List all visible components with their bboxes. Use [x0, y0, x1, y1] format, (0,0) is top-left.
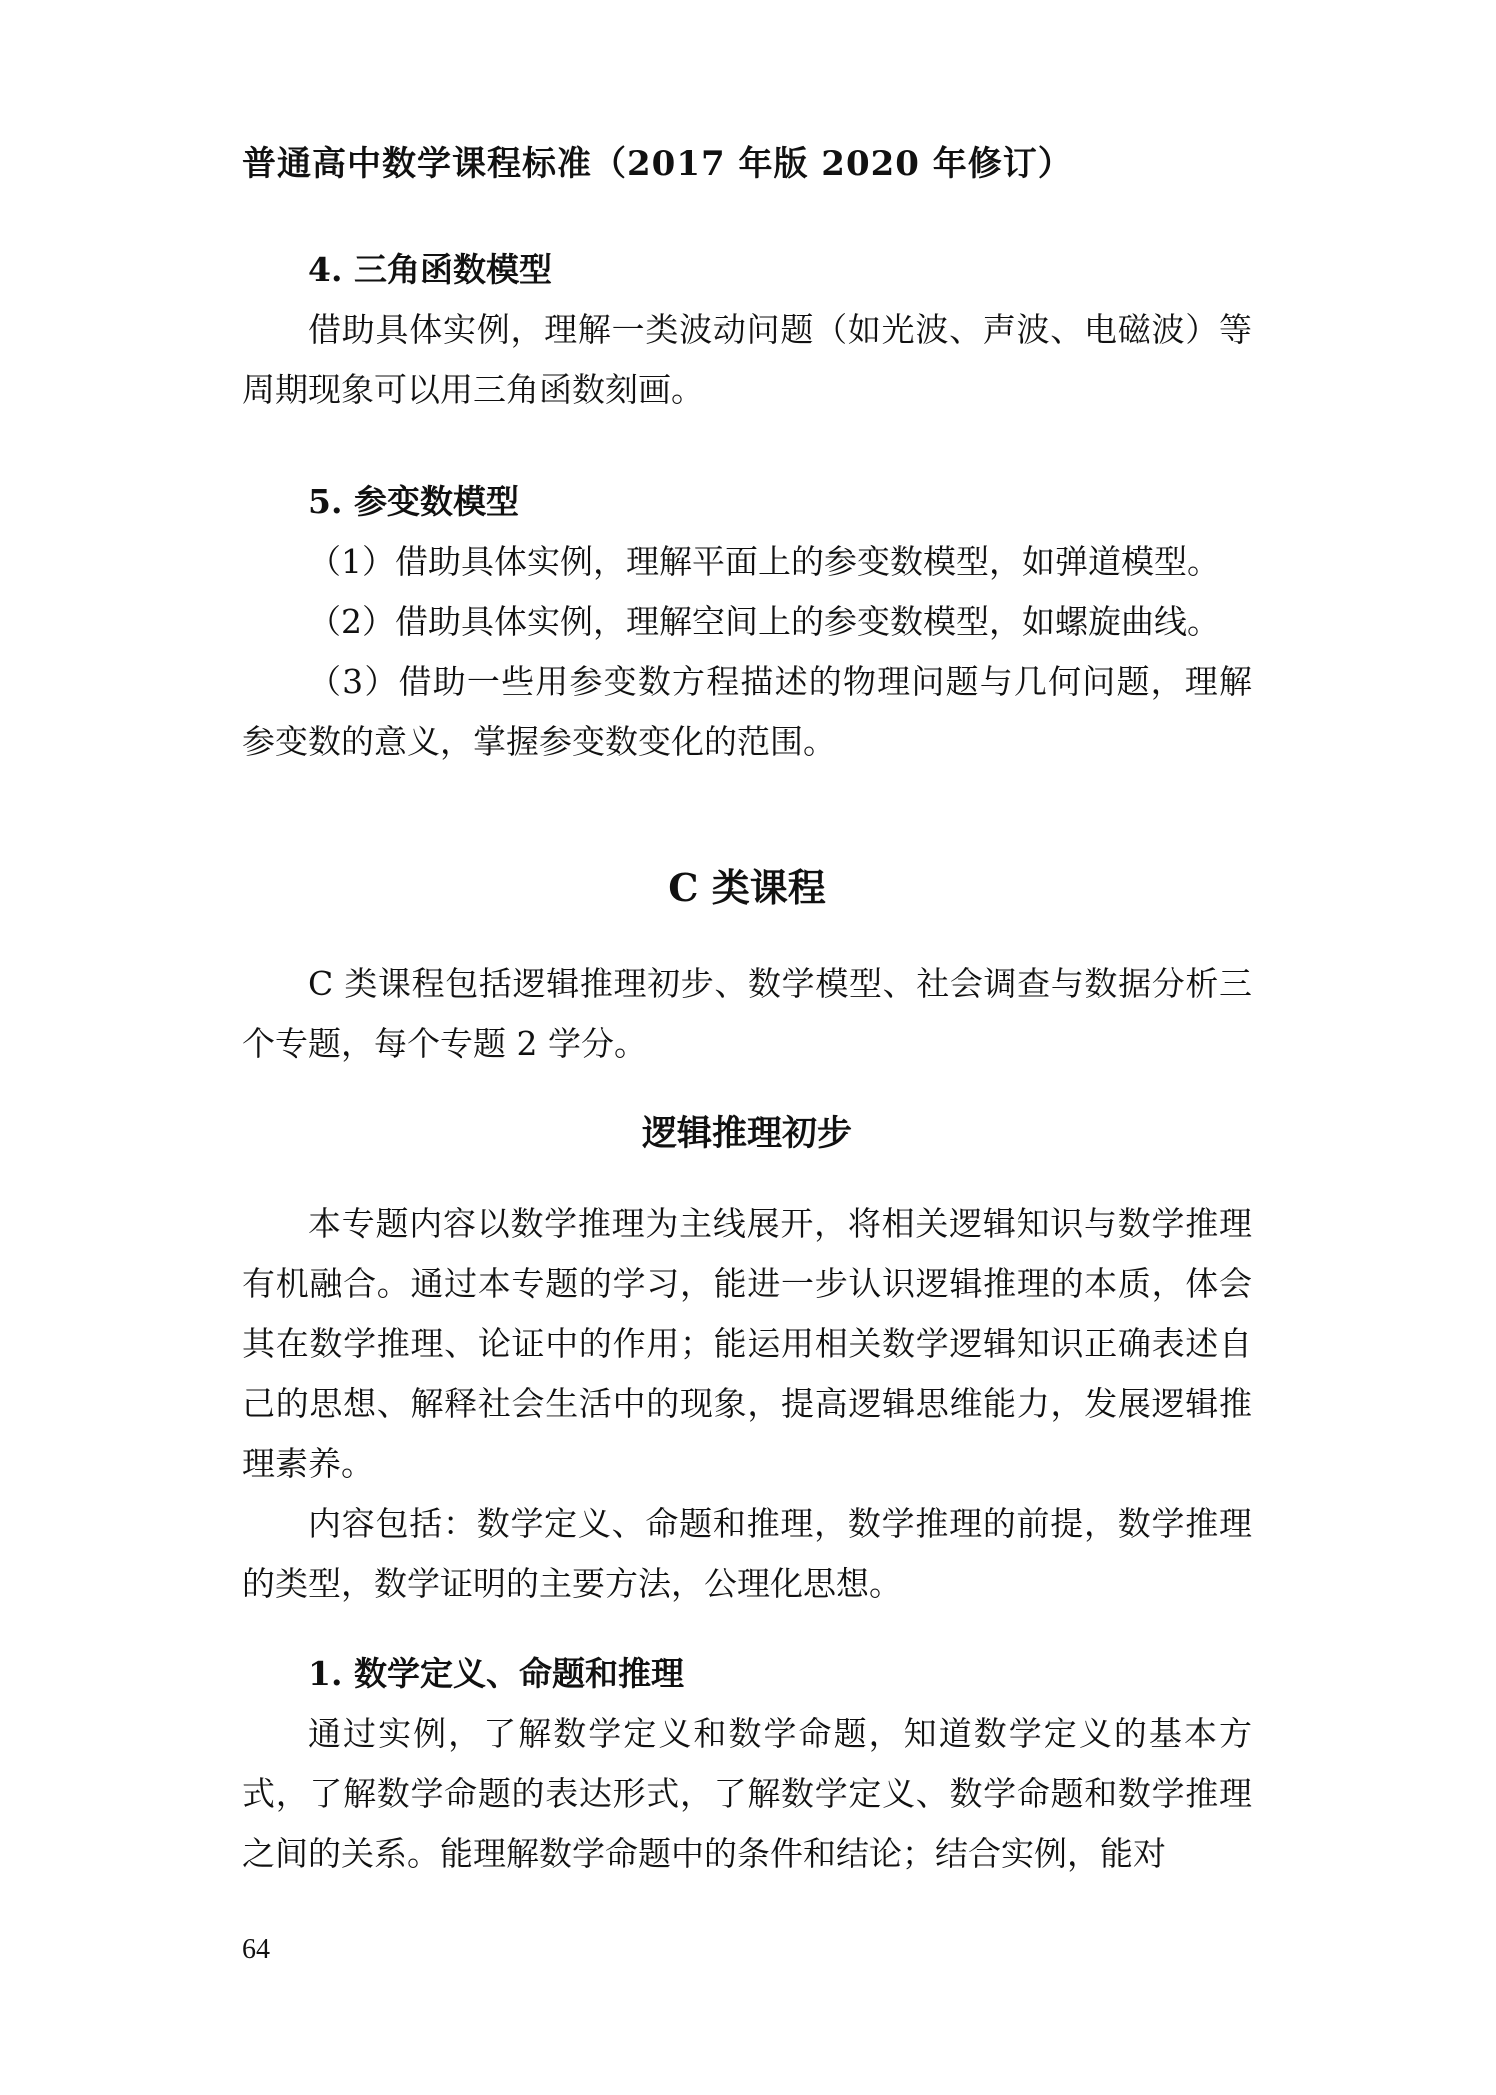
page-content	[242, 240, 1252, 1884]
section-5-item-3: （3）借助一些用参变数方程描述的物理问题与几何问题，理解参变数的意义，掌握参变数变化的范围。	[242, 662, 1252, 761]
chapter-title: C 类课程	[668, 865, 826, 910]
chapter-intro-paragraph: C 类课程包括逻辑推理初步、数学模型、社会调查与数据分析三个专题，每个专题 2 学分。	[242, 964, 1252, 1063]
section-5-heading: 5. 参变数模型	[308, 482, 519, 521]
topic-content-paragraph: 内容包括：数学定义、命题和推理，数学推理的前提，数学推理的类型，数学证明的主要方法，公理化思想。	[242, 1504, 1252, 1603]
section-5-item-1: （1）借助具体实例，理解平面上的参变数模型，如弹道模型。	[308, 542, 1220, 581]
topic-title: 逻辑推理初步	[641, 1113, 852, 1154]
section-4-heading: 4. 三角函数模型	[308, 250, 552, 289]
topic-intro-paragraph: 本专题内容以数学推理为主线展开，将相关逻辑知识与数学推理有机融合。通过本专题的学习，能进一步认识逻辑推理的本质，体会其在数学推理、论证中的作用；能运用相关数学逻辑知识正确表述自己的思想、解释社会生活中的现象，提高逻辑思维能力，发展逻辑推理素养。	[242, 1204, 1252, 1483]
section-5-item-2: （2）借助具体实例，理解空间上的参变数模型，如螺旋曲线。	[308, 602, 1220, 641]
page-number: 64	[242, 1934, 270, 1965]
section-4-paragraph: 借助具体实例，理解一类波动问题（如光波、声波、电磁波）等周期现象可以用三角函数刻画。	[242, 310, 1252, 409]
running-header: 普通高中数学课程标准（2017 年版 2020 年修订）	[242, 144, 1073, 184]
subsection-1-heading: 1. 数学定义、命题和推理	[308, 1654, 684, 1693]
subsection-1-paragraph: 通过实例，了解数学定义和数学命题，知道数学定义的基本方式，了解数学命题的表达形式，了解数学定义、数学命题和数学推理之间的关系。能理解数学命题中的条件和结论；结合实例，能对	[242, 1714, 1252, 1873]
